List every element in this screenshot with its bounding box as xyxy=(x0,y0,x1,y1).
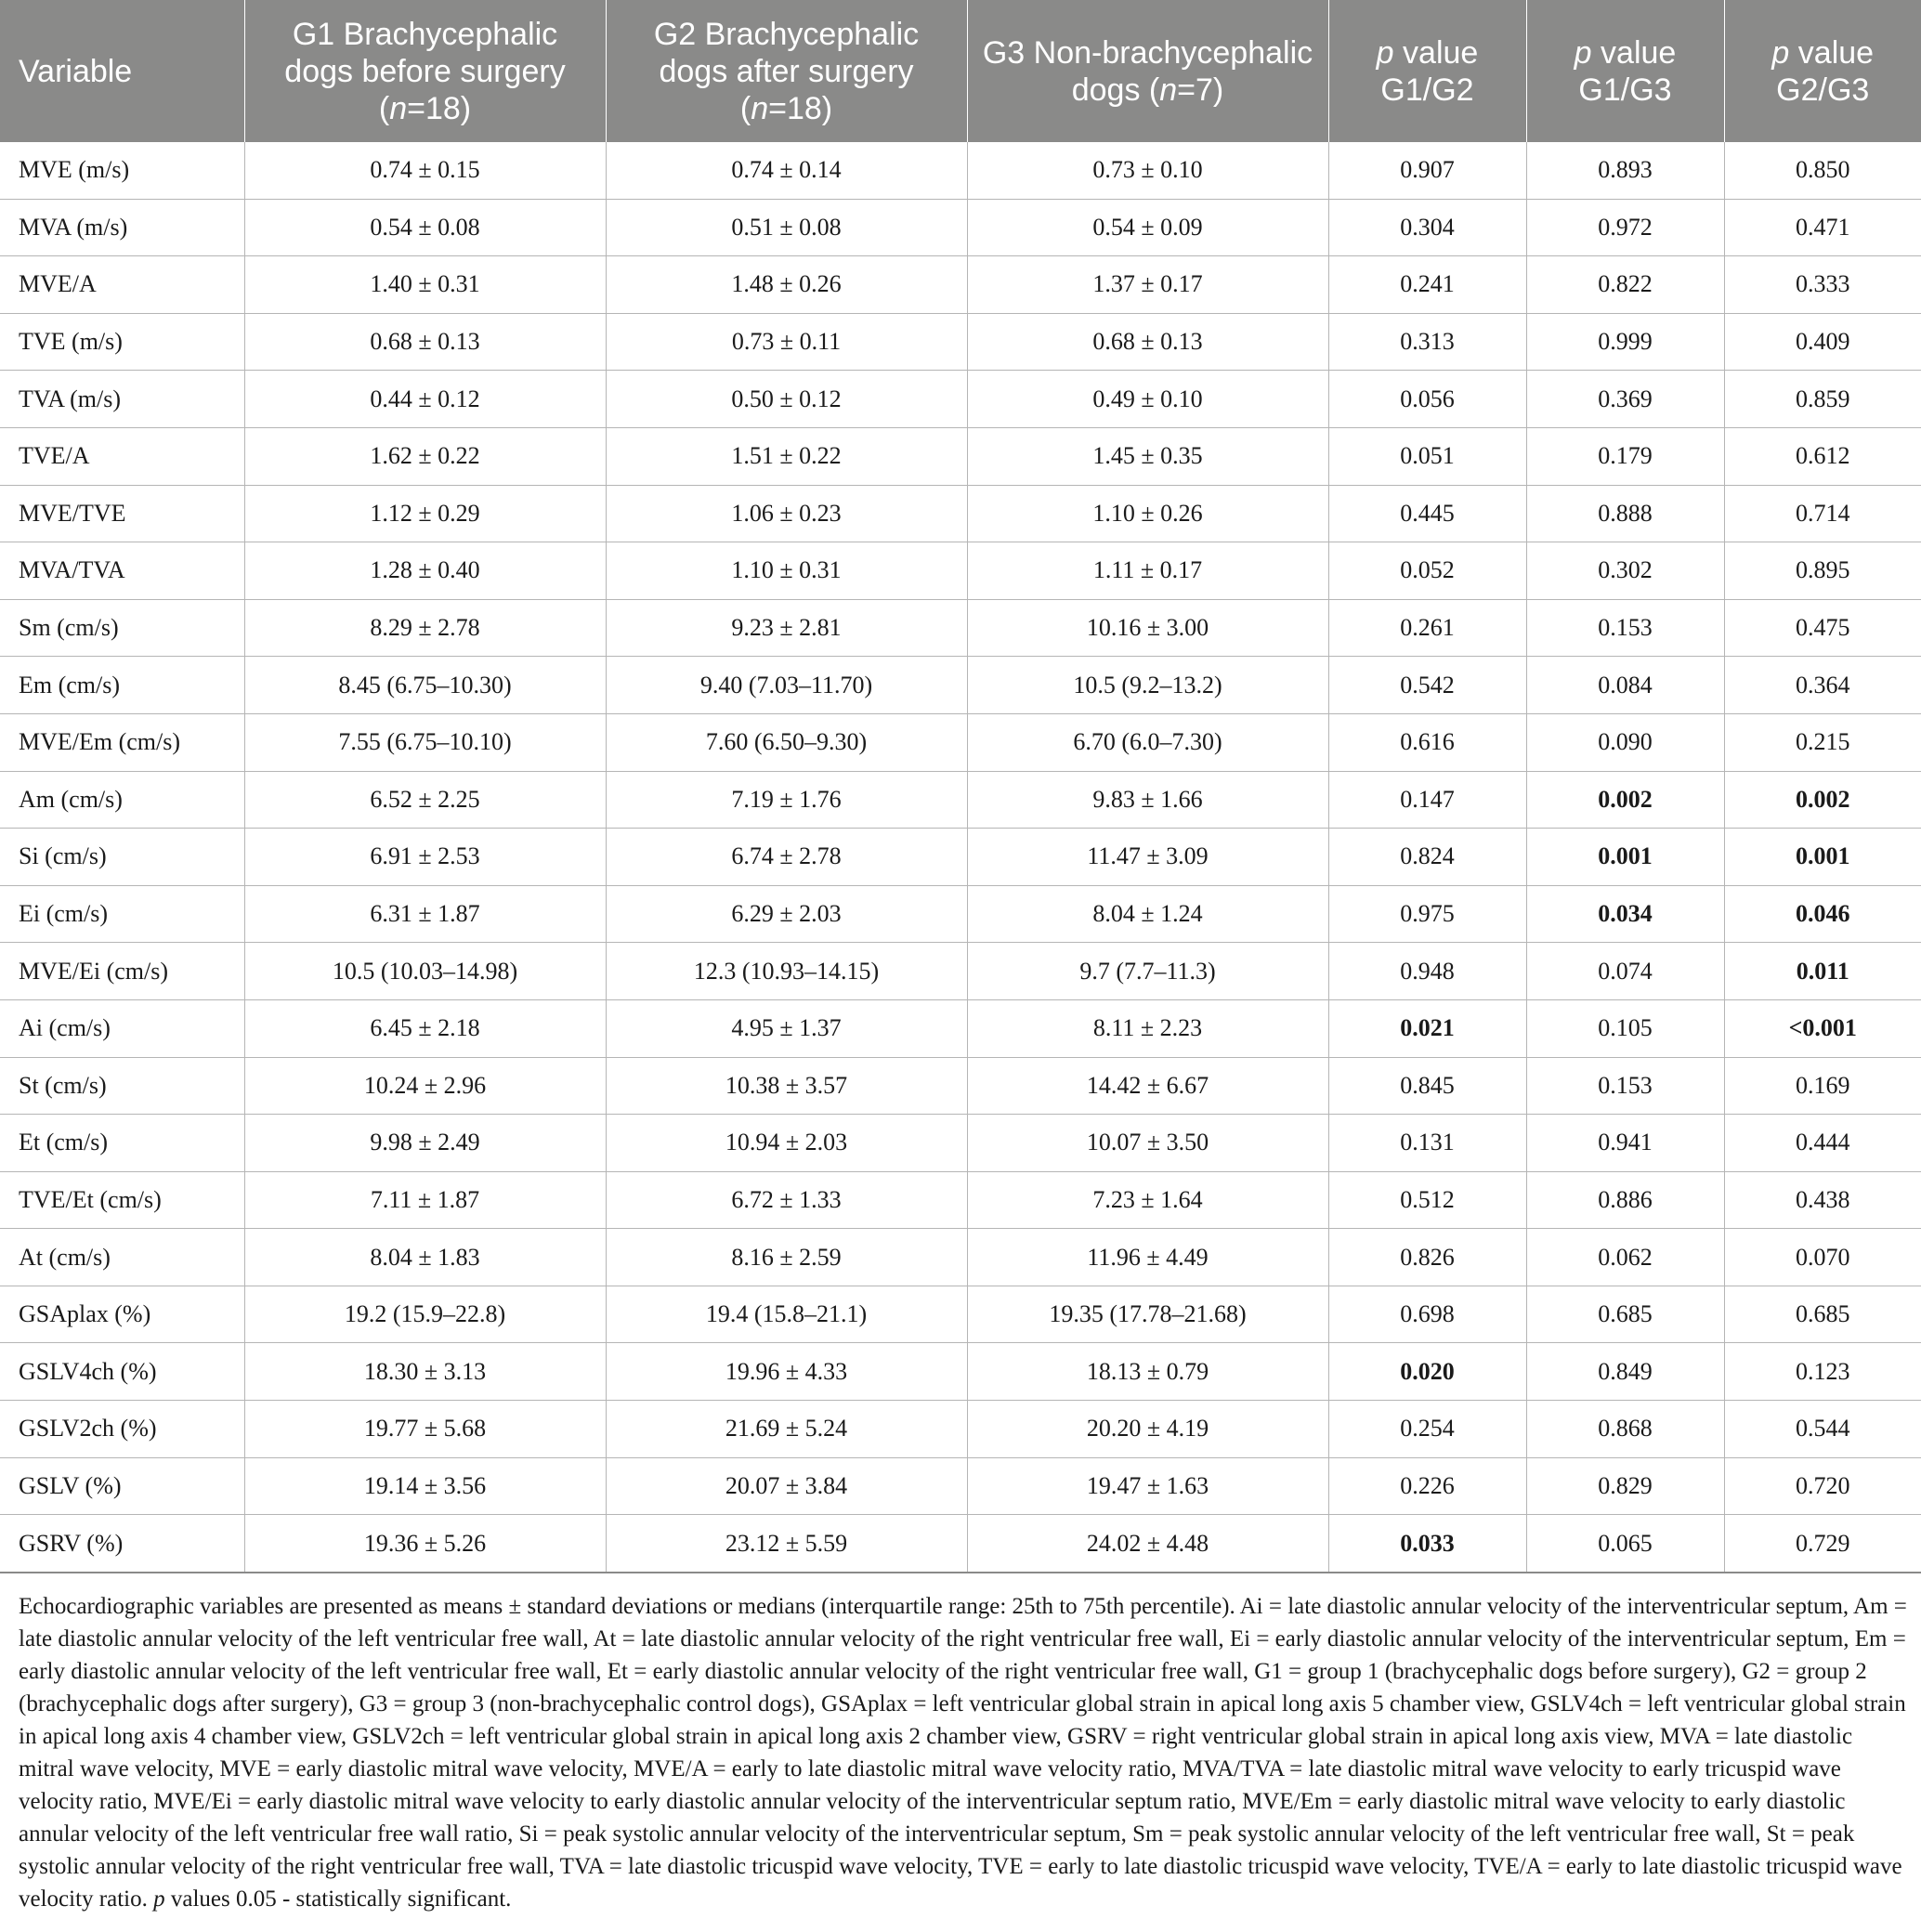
cell-g3: 14.42 ± 6.67 xyxy=(967,1057,1328,1115)
cell-g3: 9.83 ± 1.66 xyxy=(967,771,1328,829)
cell-variable: Si (cm/s) xyxy=(0,829,244,886)
cell-variable: GSRV (%) xyxy=(0,1515,244,1573)
cell-variable: MVA (m/s) xyxy=(0,199,244,256)
cell-p-g2g3: 0.720 xyxy=(1724,1457,1921,1515)
header-p-g2g3 xyxy=(1724,0,1921,142)
header-p-g1g3 xyxy=(1526,0,1724,142)
cell-g3: 18.13 ± 0.79 xyxy=(967,1343,1328,1401)
table-row xyxy=(0,999,1921,1057)
header-p3-post: value G2/G3 xyxy=(1776,34,1875,108)
cell-g3: 0.49 ± 0.10 xyxy=(967,371,1328,428)
cell-variable: GSLV2ch (%) xyxy=(0,1401,244,1458)
cell-p-g2g3: 0.438 xyxy=(1724,1171,1921,1229)
cell-p-g2g3: 0.002 xyxy=(1724,771,1921,829)
cell-p-g2g3: 0.475 xyxy=(1724,599,1921,657)
cell-variable: GSAplax (%) xyxy=(0,1286,244,1343)
cell-p-g1g3: 0.369 xyxy=(1526,371,1724,428)
cell-p-g1g2: 0.542 xyxy=(1328,657,1526,714)
header-g1 xyxy=(244,0,606,142)
table-row xyxy=(0,1457,1921,1515)
cell-p-g1g3: 0.153 xyxy=(1526,599,1724,657)
cell-g2: 6.72 ± 1.33 xyxy=(606,1171,967,1229)
cell-g3: 1.37 ± 0.17 xyxy=(967,256,1328,314)
cell-g3: 19.47 ± 1.63 xyxy=(967,1457,1328,1515)
cell-g3: 19.35 (17.78–21.68) xyxy=(967,1286,1328,1343)
cell-variable: MVE/Ei (cm/s) xyxy=(0,943,244,1000)
cell-p-g2g3: 0.685 xyxy=(1724,1286,1921,1343)
cell-g2: 12.3 (10.93–14.15) xyxy=(606,943,967,1000)
cell-g3: 1.10 ± 0.26 xyxy=(967,485,1328,542)
cell-g2: 7.60 (6.50–9.30) xyxy=(606,713,967,771)
cell-p-g1g2: 0.051 xyxy=(1328,427,1526,485)
header-g2 xyxy=(606,0,967,142)
cell-g1: 7.11 ± 1.87 xyxy=(244,1171,606,1229)
cell-variable: GSLV (%) xyxy=(0,1457,244,1515)
cell-g1: 6.31 ± 1.87 xyxy=(244,885,606,943)
table-row xyxy=(0,485,1921,542)
footnote-text: Echocardiographic variables are presented as means ± standard deviations or medians (interquartile range: 25th to 75th percentile). Ai = late diastolic annular velocity of the interventricular septum, Am = late diastolic annular velocity of the left ventricular free wall, At = late diastolic annular velocity of the right ventricular free wall, Ei = early diastolic annular velocity of the interventricular septum, Em = early diastolic annular velocity of the left ventricular free wall, Et = early diastolic annular velocity of the right ventricular free wall, G1 = group 1 (brachycephalic dogs before surgery), G2 = group 2 (brachycephalic dogs after surgery), G3 = group 3 (non-brachycephalic control dogs), GSAplax = left ventricular global strain in apical long axis 5 chamber view, GSLV4ch = left ventricular global strain in apical long axis 4 chamber view, GSLV2ch = left ventricular global strain in apical long axis 2 chamber view, GSRV = right ventricular global strain in apical long axis view, MVA = late diastolic mitral wave velocity, MVE = early diastolic mitral wave velocity, MVE/A = early to late diastolic mitral wave velocity ratio, MVA/TVA = late diastolic mitral wave velocity to early tricuspid wave velocity ratio, MVE/Ei = early diastolic mitral wave velocity to early diastolic annular velocity of the interventricular septum ratio, MVE/Em = early diastolic mitral wave velocity to early diastolic annular velocity of the left ventricular free wall ratio, Si = peak systolic annular velocity of the interventricular septum, Sm = peak systolic annular velocity of the left ventricular free wall, St = peak systolic annular velocity of the right ventricular free wall, TVA = late diastolic tricuspid wave velocity, TVE = early to late diastolic tricuspid wave velocity, TVE/A = early to late diastolic tricuspid wave velocity ratio. xyxy=(19,1593,1907,1912)
table-row xyxy=(0,142,1921,199)
header-p2-post: value G1/G3 xyxy=(1578,34,1677,108)
cell-p-g2g3: 0.471 xyxy=(1724,199,1921,256)
cell-g3: 0.73 ± 0.10 xyxy=(967,142,1328,199)
cell-p-g1g2: 0.261 xyxy=(1328,599,1526,657)
cell-p-g1g2: 0.907 xyxy=(1328,142,1526,199)
cell-g2: 4.95 ± 1.37 xyxy=(606,999,967,1057)
cell-p-g1g3: 0.829 xyxy=(1526,1457,1724,1515)
cell-p-g1g3: 0.822 xyxy=(1526,256,1724,314)
footnote-p: p xyxy=(153,1886,165,1912)
cell-g3: 1.45 ± 0.35 xyxy=(967,427,1328,485)
cell-p-g1g2: 0.512 xyxy=(1328,1171,1526,1229)
header-p1-p: p xyxy=(1376,34,1394,71)
cell-g2: 1.10 ± 0.31 xyxy=(606,542,967,600)
cell-g1: 7.55 (6.75–10.10) xyxy=(244,713,606,771)
cell-g1: 6.52 ± 2.25 xyxy=(244,771,606,829)
cell-p-g1g2: 0.824 xyxy=(1328,829,1526,886)
cell-variable: TVE/A xyxy=(0,427,244,485)
cell-g1: 19.2 (15.9–22.8) xyxy=(244,1286,606,1343)
cell-variable: At (cm/s) xyxy=(0,1229,244,1286)
table-row xyxy=(0,256,1921,314)
cell-p-g2g3: 0.011 xyxy=(1724,943,1921,1000)
cell-p-g2g3: 0.612 xyxy=(1724,427,1921,485)
cell-variable: Et (cm/s) xyxy=(0,1115,244,1172)
cell-p-g1g3: 0.074 xyxy=(1526,943,1724,1000)
cell-variable: MVE/A xyxy=(0,256,244,314)
cell-variable: Ei (cm/s) xyxy=(0,885,244,943)
table-row xyxy=(0,771,1921,829)
cell-g1: 10.5 (10.03–14.98) xyxy=(244,943,606,1000)
table-row xyxy=(0,1115,1921,1172)
table-row xyxy=(0,943,1921,1000)
table-row xyxy=(0,1401,1921,1458)
cell-g3: 7.23 ± 1.64 xyxy=(967,1171,1328,1229)
cell-g1: 6.45 ± 2.18 xyxy=(244,999,606,1057)
cell-g1: 6.91 ± 2.53 xyxy=(244,829,606,886)
header-p-g1g2 xyxy=(1328,0,1526,142)
cell-g2: 0.73 ± 0.11 xyxy=(606,313,967,371)
cell-p-g1g2: 0.313 xyxy=(1328,313,1526,371)
table-row xyxy=(0,313,1921,371)
cell-p-g1g3: 0.849 xyxy=(1526,1343,1724,1401)
cell-g1: 0.44 ± 0.12 xyxy=(244,371,606,428)
cell-p-g2g3: 0.333 xyxy=(1724,256,1921,314)
cell-p-g1g3: 0.105 xyxy=(1526,999,1724,1057)
cell-p-g1g2: 0.304 xyxy=(1328,199,1526,256)
cell-p-g2g3: 0.859 xyxy=(1724,371,1921,428)
cell-g3: 11.96 ± 4.49 xyxy=(967,1229,1328,1286)
cell-g2: 0.74 ± 0.14 xyxy=(606,142,967,199)
cell-g2: 6.74 ± 2.78 xyxy=(606,829,967,886)
cell-p-g1g3: 0.972 xyxy=(1526,199,1724,256)
cell-g2: 10.94 ± 2.03 xyxy=(606,1115,967,1172)
cell-g2: 1.06 ± 0.23 xyxy=(606,485,967,542)
header-p3-p: p xyxy=(1771,34,1790,71)
header-g3-n: n xyxy=(1159,72,1178,108)
cell-g3: 24.02 ± 4.48 xyxy=(967,1515,1328,1573)
cell-g3: 20.20 ± 4.19 xyxy=(967,1401,1328,1458)
header-g2-pre: G2 Brachycephalic dogs after surgery ( xyxy=(653,16,920,126)
cell-p-g1g2: 0.147 xyxy=(1328,771,1526,829)
table-row xyxy=(0,1229,1921,1286)
cell-g2: 1.48 ± 0.26 xyxy=(606,256,967,314)
footnote-significance: values 0.05 - statistically significant. xyxy=(164,1886,512,1912)
cell-p-g2g3: 0.046 xyxy=(1724,885,1921,943)
cell-p-g1g2: 0.948 xyxy=(1328,943,1526,1000)
cell-variable: Em (cm/s) xyxy=(0,657,244,714)
cell-p-g2g3: 0.364 xyxy=(1724,657,1921,714)
table-row xyxy=(0,199,1921,256)
header-variable xyxy=(0,0,244,142)
cell-variable: MVE/TVE xyxy=(0,485,244,542)
cell-p-g1g3: 0.090 xyxy=(1526,713,1724,771)
cell-g1: 8.45 (6.75–10.30) xyxy=(244,657,606,714)
header-g1-post: =18) xyxy=(407,90,472,126)
cell-g3: 0.68 ± 0.13 xyxy=(967,313,1328,371)
cell-p-g1g2: 0.020 xyxy=(1328,1343,1526,1401)
cell-g2: 20.07 ± 3.84 xyxy=(606,1457,967,1515)
cell-g2: 19.4 (15.8–21.1) xyxy=(606,1286,967,1343)
cell-p-g1g3: 0.893 xyxy=(1526,142,1724,199)
cell-p-g2g3: 0.714 xyxy=(1724,485,1921,542)
table-row xyxy=(0,1515,1921,1573)
table-row xyxy=(0,1171,1921,1229)
cell-p-g2g3: 0.123 xyxy=(1724,1343,1921,1401)
cell-variable: MVE/Em (cm/s) xyxy=(0,713,244,771)
cell-p-g1g3: 0.002 xyxy=(1526,771,1724,829)
cell-g2: 9.23 ± 2.81 xyxy=(606,599,967,657)
table-row xyxy=(0,1057,1921,1115)
cell-p-g2g3: 0.544 xyxy=(1724,1401,1921,1458)
cell-g1: 0.68 ± 0.13 xyxy=(244,313,606,371)
header-variable-text: Variable xyxy=(19,53,133,89)
cell-g1: 1.28 ± 0.40 xyxy=(244,542,606,600)
cell-g1: 1.40 ± 0.31 xyxy=(244,256,606,314)
cell-g1: 19.77 ± 5.68 xyxy=(244,1401,606,1458)
table-body xyxy=(0,142,1921,1573)
cell-variable: GSLV4ch (%) xyxy=(0,1343,244,1401)
cell-p-g1g2: 0.845 xyxy=(1328,1057,1526,1115)
cell-variable: TVE/Et (cm/s) xyxy=(0,1171,244,1229)
header-p2-p: p xyxy=(1574,34,1592,71)
cell-g3: 10.5 (9.2–13.2) xyxy=(967,657,1328,714)
cell-variable: TVE (m/s) xyxy=(0,313,244,371)
table-row xyxy=(0,885,1921,943)
cell-p-g1g3: 0.001 xyxy=(1526,829,1724,886)
cell-g1: 8.04 ± 1.83 xyxy=(244,1229,606,1286)
cell-g3: 0.54 ± 0.09 xyxy=(967,199,1328,256)
cell-g2: 21.69 ± 5.24 xyxy=(606,1401,967,1458)
cell-g2: 6.29 ± 2.03 xyxy=(606,885,967,943)
header-row xyxy=(0,0,1921,142)
table-row xyxy=(0,713,1921,771)
cell-p-g1g2: 0.616 xyxy=(1328,713,1526,771)
cell-g2: 19.96 ± 4.33 xyxy=(606,1343,967,1401)
cell-p-g2g3: <0.001 xyxy=(1724,999,1921,1057)
cell-p-g1g3: 0.062 xyxy=(1526,1229,1724,1286)
cell-g2: 23.12 ± 5.59 xyxy=(606,1515,967,1573)
cell-p-g1g3: 0.888 xyxy=(1526,485,1724,542)
cell-g3: 1.11 ± 0.17 xyxy=(967,542,1328,600)
header-g3-pre: G3 Non-brachycephalic dogs ( xyxy=(982,34,1313,108)
cell-p-g1g2: 0.254 xyxy=(1328,1401,1526,1458)
cell-p-g1g2: 0.698 xyxy=(1328,1286,1526,1343)
cell-p-g1g3: 0.153 xyxy=(1526,1057,1724,1115)
cell-g1: 10.24 ± 2.96 xyxy=(244,1057,606,1115)
cell-p-g2g3: 0.409 xyxy=(1724,313,1921,371)
cell-p-g1g2: 0.056 xyxy=(1328,371,1526,428)
table-row xyxy=(0,1286,1921,1343)
cell-p-g2g3: 0.169 xyxy=(1724,1057,1921,1115)
cell-p-g1g2: 0.445 xyxy=(1328,485,1526,542)
cell-g2: 0.51 ± 0.08 xyxy=(606,199,967,256)
header-g2-post: =18) xyxy=(768,90,833,126)
cell-g3: 9.7 (7.7–11.3) xyxy=(967,943,1328,1000)
cell-p-g1g2: 0.021 xyxy=(1328,999,1526,1057)
cell-p-g2g3: 0.729 xyxy=(1724,1515,1921,1573)
cell-variable: Ai (cm/s) xyxy=(0,999,244,1057)
table-row xyxy=(0,829,1921,886)
cell-p-g1g3: 0.999 xyxy=(1526,313,1724,371)
table-row xyxy=(0,427,1921,485)
cell-g3: 8.04 ± 1.24 xyxy=(967,885,1328,943)
cell-g3: 8.11 ± 2.23 xyxy=(967,999,1328,1057)
cell-p-g1g3: 0.034 xyxy=(1526,885,1724,943)
header-g3-post: =7) xyxy=(1177,72,1224,108)
cell-g1: 9.98 ± 2.49 xyxy=(244,1115,606,1172)
cell-p-g1g3: 0.179 xyxy=(1526,427,1724,485)
cell-variable: TVA (m/s) xyxy=(0,371,244,428)
cell-p-g1g3: 0.302 xyxy=(1526,542,1724,600)
table-row xyxy=(0,599,1921,657)
cell-g3: 11.47 ± 3.09 xyxy=(967,829,1328,886)
cell-g1: 8.29 ± 2.78 xyxy=(244,599,606,657)
cell-g1: 19.14 ± 3.56 xyxy=(244,1457,606,1515)
cell-p-g2g3: 0.444 xyxy=(1724,1115,1921,1172)
cell-p-g1g3: 0.886 xyxy=(1526,1171,1724,1229)
cell-variable: St (cm/s) xyxy=(0,1057,244,1115)
header-g1-n: n xyxy=(389,90,408,126)
table-header xyxy=(0,0,1921,142)
cell-variable: Am (cm/s) xyxy=(0,771,244,829)
cell-g3: 6.70 (6.0–7.30) xyxy=(967,713,1328,771)
cell-p-g1g2: 0.226 xyxy=(1328,1457,1526,1515)
cell-p-g2g3: 0.895 xyxy=(1724,542,1921,600)
cell-p-g2g3: 0.001 xyxy=(1724,829,1921,886)
table-footnote xyxy=(0,1573,1921,1915)
cell-p-g1g3: 0.868 xyxy=(1526,1401,1724,1458)
cell-p-g1g2: 0.131 xyxy=(1328,1115,1526,1172)
cell-g1: 18.30 ± 3.13 xyxy=(244,1343,606,1401)
cell-p-g1g3: 0.084 xyxy=(1526,657,1724,714)
cell-g2: 10.38 ± 3.57 xyxy=(606,1057,967,1115)
table-row xyxy=(0,1343,1921,1401)
cell-g2: 7.19 ± 1.76 xyxy=(606,771,967,829)
cell-g3: 10.16 ± 3.00 xyxy=(967,599,1328,657)
cell-p-g2g3: 0.850 xyxy=(1724,142,1921,199)
cell-g2: 8.16 ± 2.59 xyxy=(606,1229,967,1286)
cell-g1: 19.36 ± 5.26 xyxy=(244,1515,606,1573)
cell-g2: 9.40 (7.03–11.70) xyxy=(606,657,967,714)
cell-p-g1g2: 0.975 xyxy=(1328,885,1526,943)
cell-p-g1g2: 0.826 xyxy=(1328,1229,1526,1286)
table-row xyxy=(0,542,1921,600)
cell-p-g1g2: 0.241 xyxy=(1328,256,1526,314)
header-g2-n: n xyxy=(751,90,769,126)
cell-variable: MVA/TVA xyxy=(0,542,244,600)
table-row xyxy=(0,371,1921,428)
cell-variable: Sm (cm/s) xyxy=(0,599,244,657)
cell-p-g1g3: 0.685 xyxy=(1526,1286,1724,1343)
cell-p-g1g2: 0.033 xyxy=(1328,1515,1526,1573)
table-row xyxy=(0,657,1921,714)
header-g1-pre: G1 Brachycephalic dogs before surgery ( xyxy=(284,16,566,126)
cell-g3: 10.07 ± 3.50 xyxy=(967,1115,1328,1172)
cell-p-g1g3: 0.941 xyxy=(1526,1115,1724,1172)
cell-g1: 1.62 ± 0.22 xyxy=(244,427,606,485)
cell-g2: 0.50 ± 0.12 xyxy=(606,371,967,428)
cell-variable: MVE (m/s) xyxy=(0,142,244,199)
cell-g1: 0.74 ± 0.15 xyxy=(244,142,606,199)
cell-g1: 0.54 ± 0.08 xyxy=(244,199,606,256)
header-g3 xyxy=(967,0,1328,142)
cell-g2: 1.51 ± 0.22 xyxy=(606,427,967,485)
cell-p-g2g3: 0.070 xyxy=(1724,1229,1921,1286)
cell-p-g1g3: 0.065 xyxy=(1526,1515,1724,1573)
cell-g1: 1.12 ± 0.29 xyxy=(244,485,606,542)
header-p1-post: value G1/G2 xyxy=(1380,34,1479,108)
cell-p-g1g2: 0.052 xyxy=(1328,542,1526,600)
cell-p-g2g3: 0.215 xyxy=(1724,713,1921,771)
